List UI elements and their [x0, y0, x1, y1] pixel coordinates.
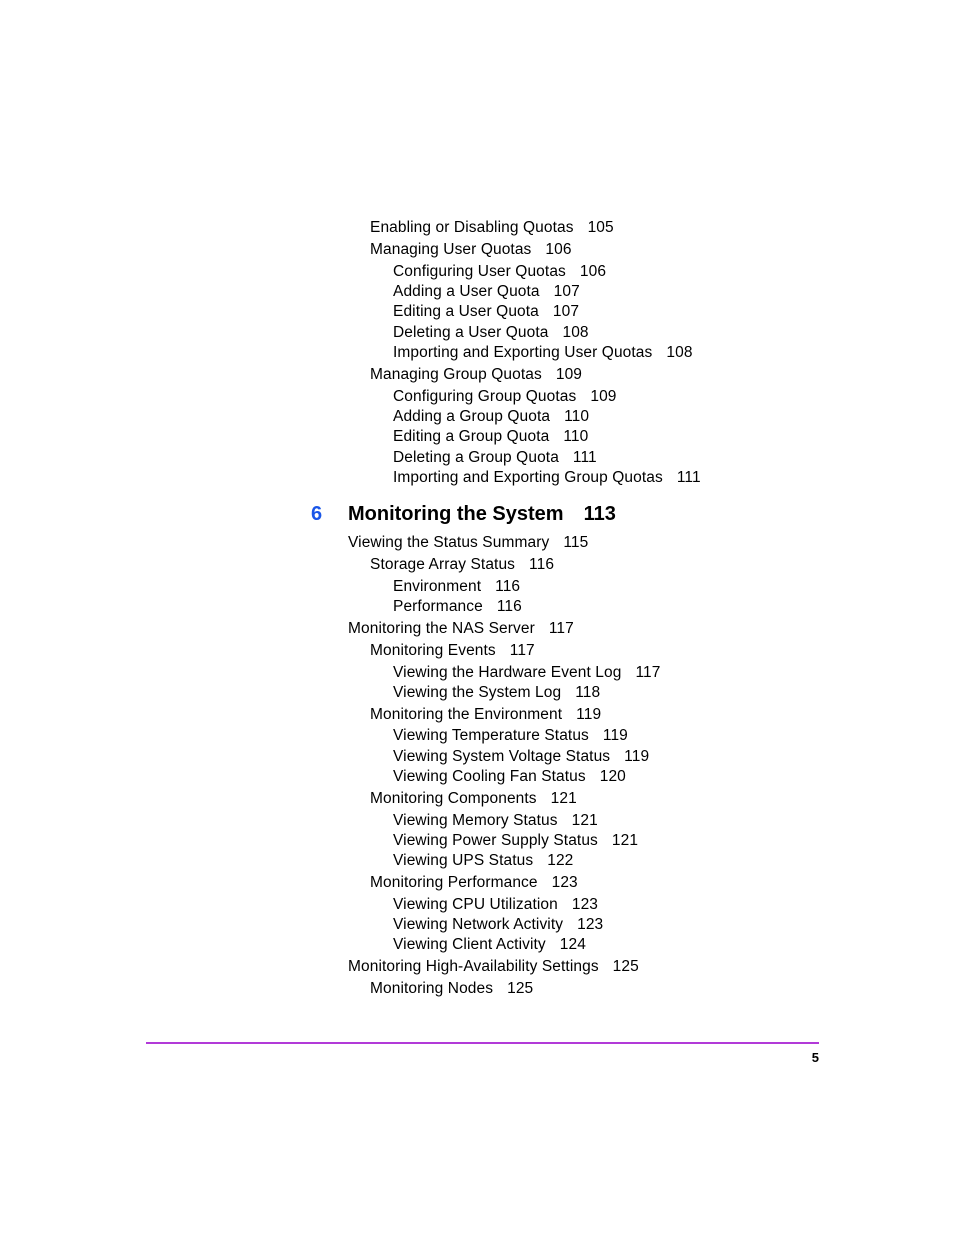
toc-entry-viewing-the-hardware-event-log[interactable] — [393, 663, 660, 683]
toc-entry-configuring-group-quotas[interactable] — [393, 387, 617, 407]
toc-entry-page: 117 — [548, 620, 574, 637]
footer-rule — [146, 1042, 819, 1044]
toc-entry-page: 116 — [496, 598, 522, 615]
toc-entry-viewing-cpu-utilization[interactable] — [393, 895, 598, 915]
toc-entry-storage-array-status[interactable] — [370, 555, 554, 575]
toc-entry-viewing-ups-status[interactable] — [393, 851, 573, 871]
toc-entry-deleting-a-group-quota[interactable] — [393, 448, 597, 468]
toc-entry-managing-user-quotas[interactable] — [370, 240, 572, 260]
toc-entry-viewing-network-activity[interactable] — [393, 915, 603, 935]
toc-entry-page: 116 — [495, 578, 521, 595]
toc-entry-title: Editing a Group Quota — [393, 428, 550, 445]
toc-entry-page: 123 — [551, 874, 578, 891]
toc-entry-page: 120 — [599, 768, 626, 785]
toc-entry-page: 125 — [612, 958, 639, 975]
toc-entry-monitoring-high-availability-settings[interactable] — [348, 957, 639, 977]
toc-entry-page: 107 — [552, 303, 580, 320]
toc-entry-page: 125 — [507, 980, 534, 997]
toc-entry-adding-a-user-quota[interactable] — [393, 282, 580, 302]
toc-entry-page: 109 — [555, 366, 583, 383]
toc-entry-title: Viewing UPS Status — [393, 852, 534, 869]
toc-entry-page: 110 — [563, 428, 589, 445]
toc-entry-page: 119 — [602, 727, 628, 744]
toc-entry-page: 105 — [587, 219, 614, 236]
toc-entry-title: Configuring Group Quotas — [393, 388, 577, 405]
toc-entry-title: Importing and Exporting User Quotas — [393, 344, 653, 361]
toc-entry-monitoring-the-environment[interactable] — [370, 705, 601, 725]
chapter-number: 6 — [311, 503, 323, 525]
toc-entry-title: Importing and Exporting Group Quotas — [393, 469, 663, 486]
toc-entry-title: Viewing Temperature Status — [393, 727, 589, 744]
toc-entry-title: Managing User Quotas — [370, 241, 532, 258]
toc-entry-page: 115 — [563, 534, 589, 551]
toc-entry-viewing-client-activity[interactable] — [393, 935, 586, 955]
toc-entry-configuring-user-quotas[interactable] — [393, 262, 606, 282]
toc-entry-title: Deleting a Group Quota — [393, 449, 559, 466]
toc-entry-title: Viewing the Status Summary — [348, 534, 550, 551]
toc-entry-title: Viewing the System Log — [393, 684, 562, 701]
toc-entry-page: 108 — [562, 324, 589, 341]
toc-entry-viewing-system-voltage-status[interactable] — [393, 747, 649, 767]
chapter-page: 113 — [583, 503, 616, 525]
toc-entry-title: Monitoring Performance — [370, 874, 538, 891]
toc-entry-page: 110 — [564, 408, 590, 425]
toc-entry-page: 123 — [577, 916, 604, 933]
toc-entry-title: Monitoring Nodes — [370, 980, 494, 997]
toc-entry-title: Viewing the Hardware Event Log — [393, 664, 622, 681]
toc-entry-viewing-cooling-fan-status[interactable] — [393, 767, 626, 787]
toc-entry-page: 111 — [676, 469, 701, 486]
toc-entry-page: 108 — [666, 344, 693, 361]
toc-entry-page: 109 — [590, 388, 617, 405]
toc-entry-title: Monitoring the NAS Server — [348, 620, 535, 637]
toc-entry-adding-a-group-quota[interactable] — [393, 407, 589, 427]
toc-entry-title: Viewing Cooling Fan Status — [393, 768, 586, 785]
toc-entry-page: 123 — [571, 896, 599, 913]
toc-entry-title: Viewing System Voltage Status — [393, 748, 611, 765]
toc-entry-page: 111 — [572, 449, 597, 466]
toc-entry-monitoring-performance[interactable] — [370, 873, 578, 893]
toc-entry-importing-and-exporting-user-quotas[interactable] — [393, 343, 693, 363]
toc-entry-page: 119 — [624, 748, 650, 765]
toc-entry-title: Performance — [393, 598, 483, 615]
toc-entry-title: Monitoring Components — [370, 790, 537, 807]
toc-entry-page: 106 — [545, 241, 572, 258]
toc-entry-title: Adding a Group Quota — [393, 408, 551, 425]
chapter-title — [348, 500, 616, 528]
toc-entry-title: Editing a User Quota — [393, 303, 539, 320]
toc-entry-importing-and-exporting-group-quotas[interactable] — [393, 468, 701, 488]
toc-entry-page: 124 — [559, 936, 586, 953]
toc-entry-viewing-the-system-log[interactable] — [393, 683, 600, 703]
toc-entry-title: Monitoring the Environment — [370, 706, 563, 723]
toc-entry-editing-a-group-quota[interactable] — [393, 427, 588, 447]
toc-entry-title: Deleting a User Quota — [393, 324, 549, 341]
toc-entry-page: 107 — [553, 283, 580, 300]
toc-entry-page: 118 — [575, 684, 601, 701]
toc-entry-page: 122 — [547, 852, 574, 869]
toc-entry-page: 117 — [509, 642, 535, 659]
toc-entry-title: Managing Group Quotas — [370, 366, 542, 383]
toc-entry-title: Adding a User Quota — [393, 283, 540, 300]
toc-entry-editing-a-user-quota[interactable] — [393, 302, 579, 322]
toc-entry-viewing-memory-status[interactable] — [393, 811, 598, 831]
toc-entry-viewing-the-status-summary[interactable] — [348, 533, 588, 553]
toc-entry-viewing-power-supply-status[interactable] — [393, 831, 638, 851]
toc-entry-title: Enabling or Disabling Quotas — [370, 219, 574, 236]
toc-entry-title: Viewing Power Supply Status — [393, 832, 598, 849]
toc-entry-page: 121 — [571, 812, 598, 829]
toc-entry-page: 119 — [576, 706, 602, 723]
toc-entry-title: Viewing CPU Utilization — [393, 896, 558, 913]
toc-entry-page: 106 — [579, 263, 607, 280]
toc-entry-managing-group-quotas[interactable] — [370, 365, 582, 385]
toc-entry-title: Storage Array Status — [370, 556, 516, 573]
toc-entry-monitoring-events[interactable] — [370, 641, 535, 661]
toc-entry-title: Viewing Client Activity — [393, 936, 546, 953]
page-number: 5 — [811, 1050, 819, 1065]
chapter-title-text: Monitoring the System — [348, 503, 564, 525]
toc-entry-title: Environment — [393, 578, 482, 595]
toc-entry-title: Viewing Memory Status — [393, 812, 558, 829]
toc-entry-page: 121 — [550, 790, 577, 807]
toc-entry-title: Monitoring High-Availability Settings — [348, 958, 599, 975]
toc-entry-environment[interactable] — [393, 577, 520, 597]
toc-entry-deleting-a-user-quota[interactable] — [393, 323, 589, 343]
toc-entry-monitoring-components[interactable] — [370, 789, 577, 809]
toc-entry-enabling-or-disabling-quotas[interactable] — [370, 218, 614, 238]
toc-entry-page: 116 — [529, 556, 555, 573]
toc-entry-title: Configuring User Quotas — [393, 263, 566, 280]
toc-entry-title: Viewing Network Activity — [393, 916, 564, 933]
toc-entry-monitoring-nodes[interactable] — [370, 979, 533, 999]
toc-entry-monitoring-the-nas-server[interactable] — [348, 619, 574, 639]
toc-entry-performance[interactable] — [393, 597, 522, 617]
toc-entry-page: 121 — [611, 832, 639, 849]
toc-entry-page: 117 — [635, 664, 661, 681]
toc-entry-title: Monitoring Events — [370, 642, 496, 659]
toc-entry-viewing-temperature-status[interactable] — [393, 726, 628, 746]
